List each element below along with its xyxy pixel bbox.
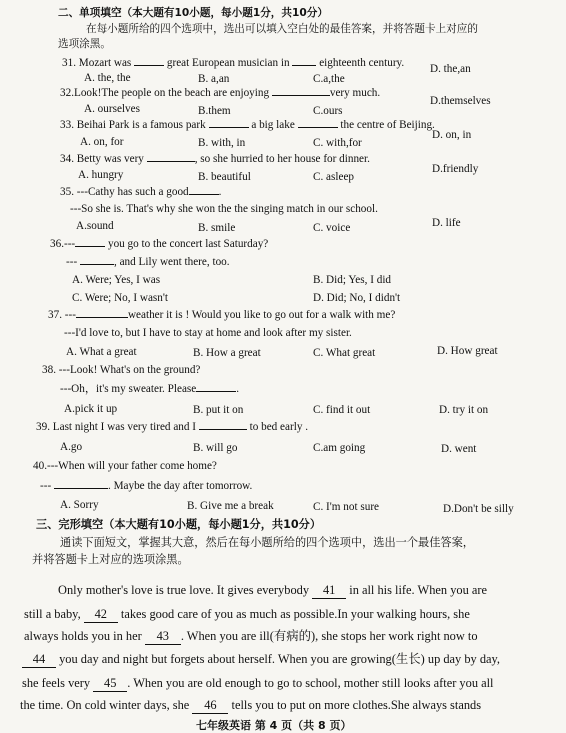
section2-instruction-line2: 选项涂黑。 [58,38,111,50]
q34-blank[interactable] [147,161,195,162]
q38-blank[interactable] [196,391,236,392]
q35-blank[interactable] [189,194,219,195]
passage-line-2: still a baby, 42 takes good care of you as much as possible.In your walking hours, she [24,607,470,621]
q35-option-a: A.sound [76,220,114,232]
passage-line-4: 44 you day and night but forgets about herself. When you are growing(生长) up day by day, [22,651,500,668]
q38-stem: 38. ---Look! What's on the ground? [42,364,201,376]
q32-stem: 32.Look!The people on the beach are enjoying very much. [60,87,381,99]
q40-answer-line: --- . Maybe the day after tomorrow. [40,480,253,492]
section3-instruction-line1: 通读下面短文，掌握其大意，然后在每小题所给的四个选项中，选出一个最佳答案， [60,536,474,549]
section3-title: 三、完形填空（本大题有10小题，每小题1分，共10分） [36,518,322,531]
blank-45[interactable]: 45 [93,675,127,692]
q37-answer-line: ---I'd love to, but I have to stay at home and look after my sister. [64,327,352,339]
q36-blank-2[interactable] [80,264,114,265]
q33-stem: 33. Beihai Park is a famous park a big lake the centre of Beijing. [60,119,435,131]
q32-option-b: B.them [198,105,231,117]
q34-option-a: A. hungry [78,169,124,181]
q33-option-d: D. on, in [432,129,472,141]
q40-stem: 40.---When will your father come home? [33,460,217,472]
q37-option-c: C. What great [313,347,376,359]
q34-option-c: C. asleep [313,171,355,183]
q31-option-a: A. the, the [84,72,131,84]
q33-blank-2[interactable] [298,127,338,128]
q39-blank[interactable] [199,429,247,430]
q36-answer-line: --- , and Lily went there, too. [66,256,230,268]
q34-option-d: D.friendly [432,163,479,175]
q34-option-b: B. beautiful [198,171,251,183]
q36-stem: 36.--- you go to the concert last Saturday? [50,238,269,250]
q35-stem: 35. ---Cathy has such a good . [60,186,222,198]
q31-blank-2[interactable] [292,65,316,66]
q32-option-d: D.themselves [430,95,491,107]
q33-blank-1[interactable] [209,127,249,128]
q36-option-a: A. Were; Yes, I was [72,274,161,286]
q38-option-b: B. put it on [193,404,244,416]
q38-option-a: A.pick it up [64,403,118,415]
q39-option-a: A.go [60,441,83,453]
q31-blank-1[interactable] [134,65,164,66]
q39-option-b: B. will go [193,442,238,454]
q36-option-c: C. Were; No, I wasn't [72,292,168,304]
q32-option-c: C.ours [313,105,343,117]
q35-answer-line: ---So she is. That's why she won the the singing match in our school. [70,203,378,215]
q40-option-c: C. I'm not sure [313,501,380,513]
q31-option-c: C.a,the [313,73,345,85]
q33-option-b: B. with, in [198,137,246,149]
q35-option-d: D. life [432,217,461,229]
blank-42[interactable]: 42 [84,606,118,623]
q40-option-a: A. Sorry [60,499,99,511]
q32-blank[interactable] [272,95,330,96]
q38-option-c: C. find it out [313,404,371,416]
q35-option-b: B. smile [198,222,236,234]
q39-option-c: C.am going [313,442,366,454]
q37-stem: 37. --- weather it is ! Would you like to go out for a walk with me? [48,309,396,321]
q33-option-a: A. on, for [80,136,124,148]
section2-title: 二、单项填空（本大题有10小题，每小题1分，共10分） [58,7,328,19]
blank-43[interactable]: 43 [145,628,181,645]
q38-option-d: D. try it on [439,404,489,416]
passage-line-5: she feels very 45 . When you are old enough to go to school, mother still looks after you all [22,676,494,690]
passage-line-3: always holds you in her 43 . When you are ill(有病的), she stops her work right now to [24,629,478,643]
q33-option-c: C. with,for [313,137,362,149]
q37-blank[interactable] [76,317,128,318]
section3-instruction-line2: 并将答题卡上对应的选项涂黑。 [32,553,189,566]
q39-stem: 39. Last night I was very tired and I to bed early . [36,421,309,433]
q31-option-b: B. a,an [198,73,230,85]
q31-stem: 31. Mozart was great European musician in eighteenth century. [62,57,405,69]
page-footer: 七年级英语 第 4 页（共 8 页） [196,719,352,732]
q40-option-b: B. Give me a break [187,500,274,512]
blank-41[interactable]: 41 [312,582,346,599]
q32-option-a: A. ourselves [84,103,140,115]
passage-line-6: the time. On cold winter days, she 46 tells you to put on more clothes.She always stands [20,698,482,712]
q39-option-d: D. went [441,443,477,455]
q36-option-b: B. Did; Yes, I did [313,274,392,286]
q40-option-d: D.Don't be silly [443,503,514,515]
q40-blank[interactable] [54,488,108,489]
section2-instruction-line1: 在每小题所给的四个选项中，选出可以填入空白处的最佳答案，并将答题卡上对应的 [86,23,478,35]
q36-blank-1[interactable] [75,246,105,247]
q36-option-d: D. Did; No, I didn't [313,292,401,304]
q37-option-d: D. How great [437,345,498,357]
passage-line-1: Only mother's love is true love. It gives everybody 41 in all his life. When you are [58,583,487,597]
q34-stem: 34. Betty was very , so she hurried to her house for dinner. [60,153,370,165]
blank-44[interactable]: 44 [22,651,56,668]
q31-option-d: D. the,an [430,63,471,75]
q37-option-a: A. What a great [66,346,137,358]
blank-46[interactable]: 46 [192,697,228,714]
q38-answer-line: ---Oh，it's my sweater. Please . [60,383,240,395]
q37-option-b: B. How a great [193,347,261,359]
q35-option-c: C. voice [313,222,351,234]
